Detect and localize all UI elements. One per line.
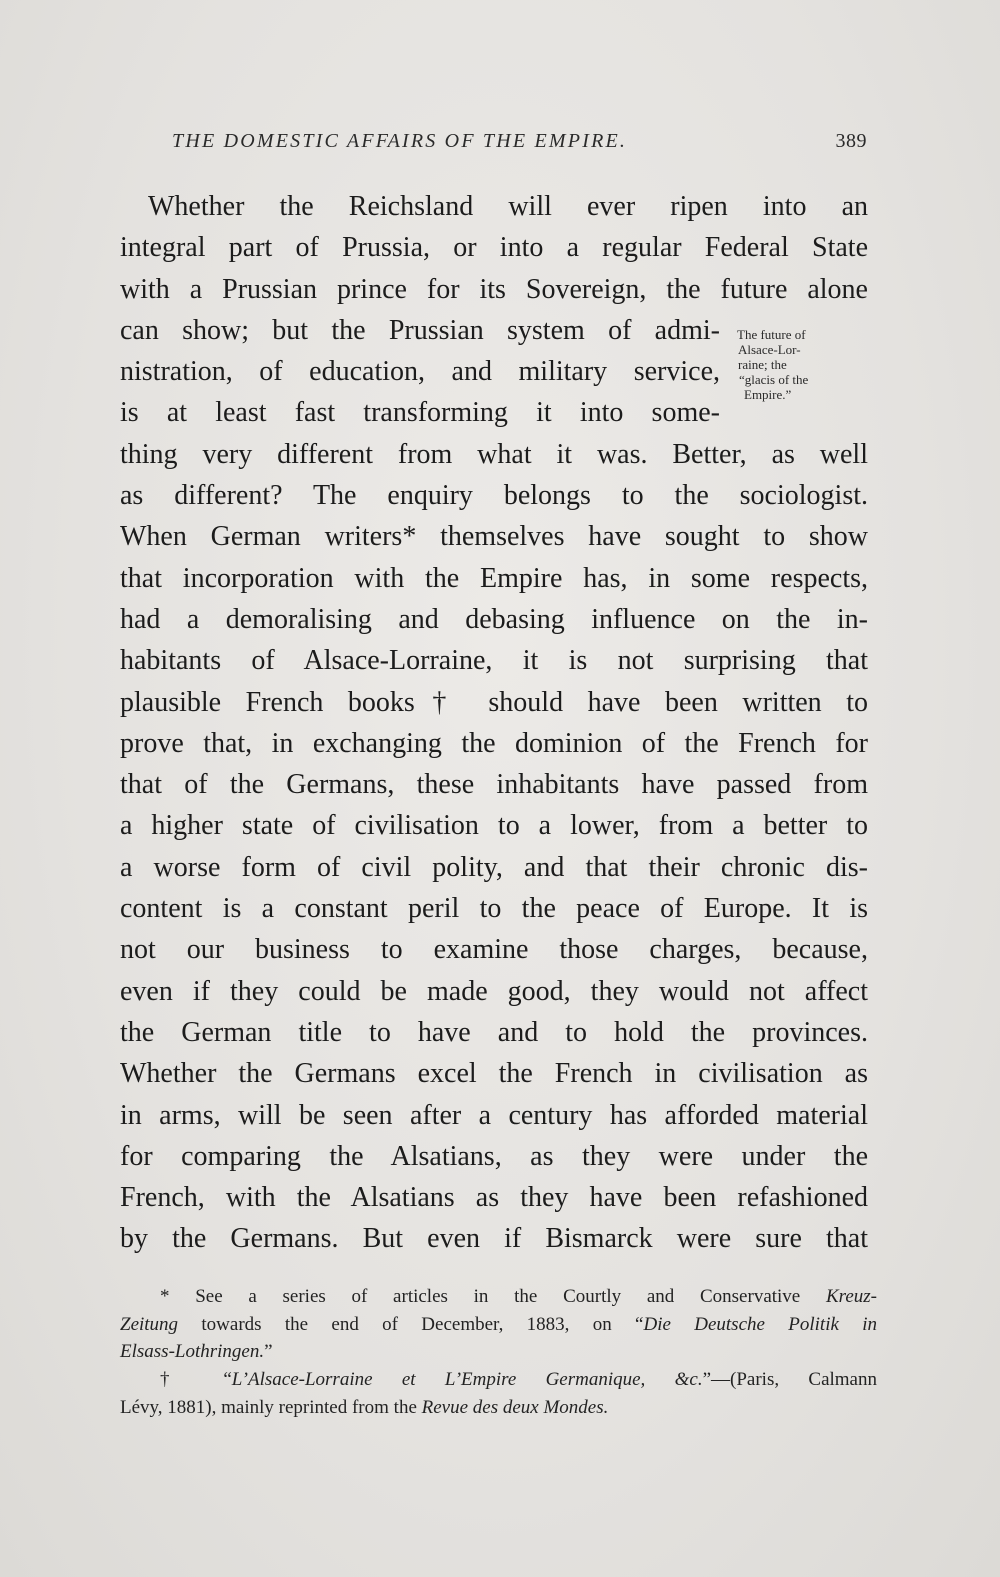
body-line: integral part of Prussia, or into a regular Federal State	[120, 232, 868, 264]
body-line: that incorporation with the Empire has, in some respects,	[120, 562, 868, 594]
footnote-1-line-1	[120, 1283, 877, 1311]
body-line: that of the Germans, these inhabitants have passed from	[120, 769, 868, 801]
footnote-2-line-1	[120, 1366, 877, 1394]
body-line: is at least fast transforming it into some-	[120, 397, 720, 429]
marginal-note-line: “glacis of the	[739, 372, 809, 387]
body-line: not our business to examine those charges, because,	[120, 934, 868, 966]
body-line: prove that, in exchanging the dominion of the French for	[120, 727, 868, 759]
footnotes	[120, 1283, 877, 1421]
footnote-text: towards the end of December, 1883, on “	[201, 1313, 644, 1335]
footnote-italic: Revue des deux Mondes.	[421, 1396, 609, 1418]
body-line: a worse form of civil polity, and that their chronic dis-	[120, 851, 868, 883]
marginal-note-line: The future of	[737, 327, 806, 342]
footnote-italic: Kreuz-	[825, 1286, 878, 1307]
marginal-note-line: Alsace-Lor-	[738, 342, 801, 357]
body-line: nistration, of education, and military service,	[120, 356, 720, 388]
body-line: by the Germans. But even if Bismarck were sure that	[120, 1223, 868, 1255]
footnote-text: Lévy, 1881), mainly reprinted from the	[120, 1396, 417, 1418]
body-line: the German title to have and to hold the provinces.	[120, 1016, 868, 1048]
footnote-italic: Zeitung	[120, 1313, 179, 1335]
body-line: habitants of Alsace-Lorraine, it is not surprising that	[120, 645, 868, 677]
footnote-italic: L’Alsace-Lorraine et L’Empire Germanique, &c.	[231, 1369, 703, 1391]
body-line: had a demoralising and debasing influence on the in-	[120, 603, 868, 635]
body-line: plausible French books† should have been written to	[120, 686, 868, 718]
body-line: When German writers* themselves have sought to show	[120, 521, 868, 553]
body-line: with a Prussian prince for its Sovereign, the future alone	[120, 273, 868, 305]
footnote-1-line-2	[120, 1311, 877, 1339]
footnote-italic: Die Deutsche Politik in	[643, 1313, 878, 1335]
footnote-text: ”—(Paris, Calmann	[702, 1369, 877, 1391]
body-line: content is a constant peril to the peace of Europe. It is	[120, 893, 868, 925]
footnote-1-line-3	[120, 1338, 877, 1366]
footnote-text: ”	[264, 1341, 273, 1363]
marginal-note	[737, 327, 877, 402]
running-head-title: THE DOMESTIC AFFAIRS OF THE EMPIRE.	[172, 130, 628, 152]
marginal-note-line: Empire.”	[744, 387, 792, 402]
body-line: Whether the Reichsland will ever ripen into an	[148, 191, 868, 222]
body-line: even if they could be made good, they would not affect	[120, 975, 868, 1007]
body-line: for comparing the Alsatians, as they were under the	[120, 1140, 868, 1172]
footnote-text: † “	[160, 1369, 232, 1391]
body-line: in arms, will be seen after a century has afforded material	[120, 1099, 868, 1131]
footnote-italic: Elsass-Lothringen.	[120, 1341, 265, 1363]
body-line: Whether the Germans excel the French in civilisation as	[120, 1058, 868, 1090]
marginal-note-line: raine; the	[738, 357, 787, 372]
body-line: French, with the Alsatians as they have been refashioned	[120, 1182, 868, 1214]
body-line: can show; but the Prussian system of admi-	[120, 314, 720, 346]
page-number: 389	[835, 130, 867, 152]
footnote-2-line-2	[120, 1394, 877, 1422]
footnote-text: * See a series of articles in the Courtly and Conservative	[160, 1286, 801, 1307]
body-line: as different? The enquiry belongs to the sociologist.	[120, 480, 868, 512]
body-line: a higher state of civilisation to a lower, from a better to	[120, 810, 868, 842]
body-line: thing very different from what it was. Better, as well	[120, 438, 868, 470]
